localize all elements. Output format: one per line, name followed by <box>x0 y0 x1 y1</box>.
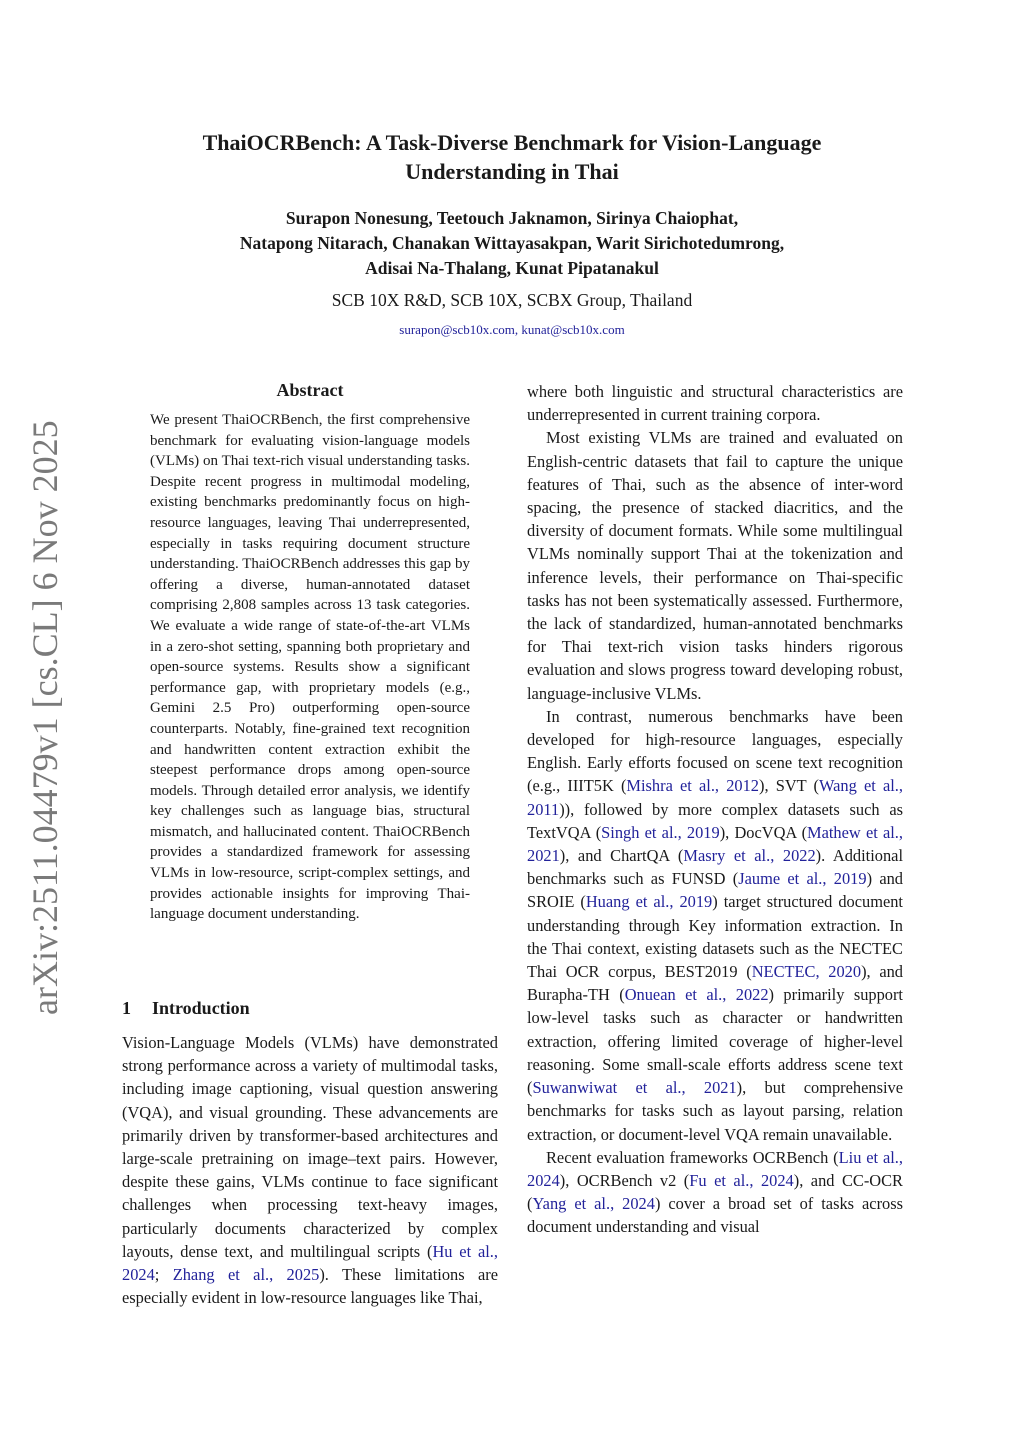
citation-link[interactable]: Masry et al., 2022 <box>683 846 816 866</box>
paragraph: where both linguistic and structural characteristics are underrepresented in current training corpora. <box>527 382 903 425</box>
intro-right-column <box>527 380 903 1239</box>
section-number: 1 <box>122 998 131 1018</box>
citation-link[interactable]: Mishra et al., 2012 <box>626 776 759 796</box>
citation-link[interactable]: Zhang et al., 2025 <box>172 1265 320 1285</box>
citation-link[interactable]: Mathew et al., 2021 <box>527 822 904 866</box>
text-run: ), but comprehensive benchmarks for tasks such as layout parsing, relation extraction, or document-level VQA remain unavailable. <box>527 1078 903 1144</box>
email-link[interactable]: surapon@scb10x.com <box>399 322 515 337</box>
email-link[interactable]: kunat@scb10x.com <box>521 322 625 337</box>
citation-link[interactable]: Fu et al., 2024 <box>689 1170 794 1190</box>
author-list <box>0 206 1024 281</box>
authors-line-2: Natapong Nitarach, Chanakan Wittayasakpan, Warit Sirichotedumrong, <box>239 233 785 253</box>
citation-link[interactable]: Liu et al., 2024 <box>527 1147 904 1190</box>
text-run: In contrast, numerous benchmarks have been developed for high-resource languages, especially English. Early efforts focused on scene text recognition (e.g., IIIT5K ( <box>527 706 903 796</box>
text-run: Vision-Language Models (VLMs) have demonstrated strong performance across a variety of multimodal tasks, including image captioning, visual question answering (VQA), and visual grounding. These advancements are primarily driven by transformer-based architectures and large-scale pretraining on image–text pairs. However, despite these gains, VLMs continue to face significant challenges when processing text-heavy images, particularly documents characterized by complex layouts, dense text, and multilingual scripts ( <box>122 1033 498 1261</box>
citation-link[interactable]: NECTEC, 2020 <box>751 962 862 982</box>
paragraph <box>527 1146 903 1239</box>
text-run: ; <box>154 1265 173 1285</box>
citation-link[interactable]: Yang et al., 2024 <box>532 1194 655 1214</box>
citation-link[interactable]: Huang et al., 2019 <box>585 892 713 912</box>
text-run: ), and ChartQA ( <box>559 846 684 866</box>
text-run: )), followed by more complex datasets such as TextVQA ( <box>527 799 903 842</box>
text-run: ) primarily support low-level tasks such as character or handwritten extraction, offering limited coverage of higher-level reasoning. Some small-scale efforts address scene text ( <box>527 985 903 1098</box>
citation-link[interactable]: Onuean et al., 2022 <box>624 985 769 1005</box>
citation-link[interactable]: Wang et al., 2011 <box>527 776 903 819</box>
citation-link[interactable]: Jaume et al., 2019 <box>738 869 867 889</box>
affiliation: SCB 10X R&D, SCB 10X, SCBX Group, Thailand <box>331 290 693 310</box>
arxiv-identifier: arXiv:2511.04479v1 [cs.CL] 6 Nov 2025 <box>25 420 65 1015</box>
authors-line-1: Surapon Nonesung, Teetouch Jaknamon, Sirinya Chaiophat, <box>285 208 739 228</box>
text-run: ). Additional benchmarks such as FUNSD ( <box>527 846 903 889</box>
paragraph <box>122 1031 498 1309</box>
text-run: ) and SROIE ( <box>527 869 903 912</box>
section-heading-introduction <box>122 996 498 1020</box>
paragraph <box>527 705 903 1146</box>
title-line-2: Understanding in Thai <box>405 159 619 184</box>
text-run: ) target structured document understanding through Key information extraction. In the Thai context, existing datasets such as the NECTEC Thai OCR corpus, BEST2019 ( <box>527 892 903 982</box>
text-run: ), and CC-OCR ( <box>527 1170 903 1214</box>
authors-line-3: Adisai Na-Thalang, Kunat Pipatanakul <box>365 258 659 278</box>
abstract-heading: Abstract <box>276 380 344 400</box>
citation-link[interactable]: Suwanwiwat et al., 2021 <box>532 1078 737 1098</box>
text-run: ), and Burapha-TH ( <box>527 962 903 1005</box>
citation-link[interactable]: Hu et al., 2024 <box>122 1241 498 1285</box>
paragraph: Most existing VLMs are trained and evaluated on English-centric datasets that fail to capture the unique features of Thai, such as the absence of inter-word spacing, the presence of stacked diacritics, and the diversity of document formats. While some multilingual VLMs nominally support Thai at the tokenization and inference levels, their performance on Thai-specific tasks has not been systematically assessed. Furthermore, the lack of standardized, human-annotated benchmarks for Thai text-rich vision tasks hinders rigorous evaluation and slows progress toward developing robust, language-inclusive VLMs. <box>527 428 903 703</box>
abstract-body: We present ThaiOCRBench, the first comprehensive benchmark for evaluating vision-language models (VLMs) on Thai text-rich visual understanding tasks. Despite recent progress in multimodal modeling, existing benchmarks predominantly focus on high-resource languages, leaving Thai underrepresented, especially in tasks requiring document structure understanding. ThaiOCRBench addresses this gap by offering a diverse, human-annotated dataset comprising 2,808 samples across 13 task categories. We evaluate a wide range of state-of-the-art VLMs in a zero-shot setting, spanning both proprietary and open-source systems. Results show a significant performance gap, with proprietary models (e.g., Gemini 2.5 Pro) outperforming open-source counterparts. Notably, fine-grained text recognition and handwritten content extraction exhibit the steepest performance drops among open-source models. Through detailed error analysis, we identify key challenges such as language bias, structural mismatch, and hallucinated content. ThaiOCRBench provides a standardized framework for assessing VLMs in low-resource, script-complex settings, and provides actionable insights for improving Thai-language document understanding. <box>150 412 470 923</box>
text-run: ), DocVQA ( <box>719 822 808 842</box>
intro-left-column <box>122 1031 498 1309</box>
section-title: Introduction <box>152 998 250 1018</box>
paper-title <box>0 128 1024 186</box>
citation-link[interactable]: Singh et al., 2019 <box>601 822 720 842</box>
text-run: ). These limitations are especially evident in low-resource languages like Thai, <box>122 1265 498 1308</box>
text-run: ), OCRBench v2 ( <box>559 1170 690 1190</box>
title-line-1: ThaiOCRBench: A Task-Diverse Benchmark for Vision-Language <box>202 130 822 155</box>
email-line: surapon@scb10x.com, kunat@scb10x.com <box>399 322 625 337</box>
text-run: ), SVT ( <box>758 776 819 796</box>
text-run: Recent evaluation frameworks OCRBench ( <box>546 1147 839 1167</box>
text-run: ) cover a broad set of tasks across document understanding and visual <box>527 1194 903 1237</box>
